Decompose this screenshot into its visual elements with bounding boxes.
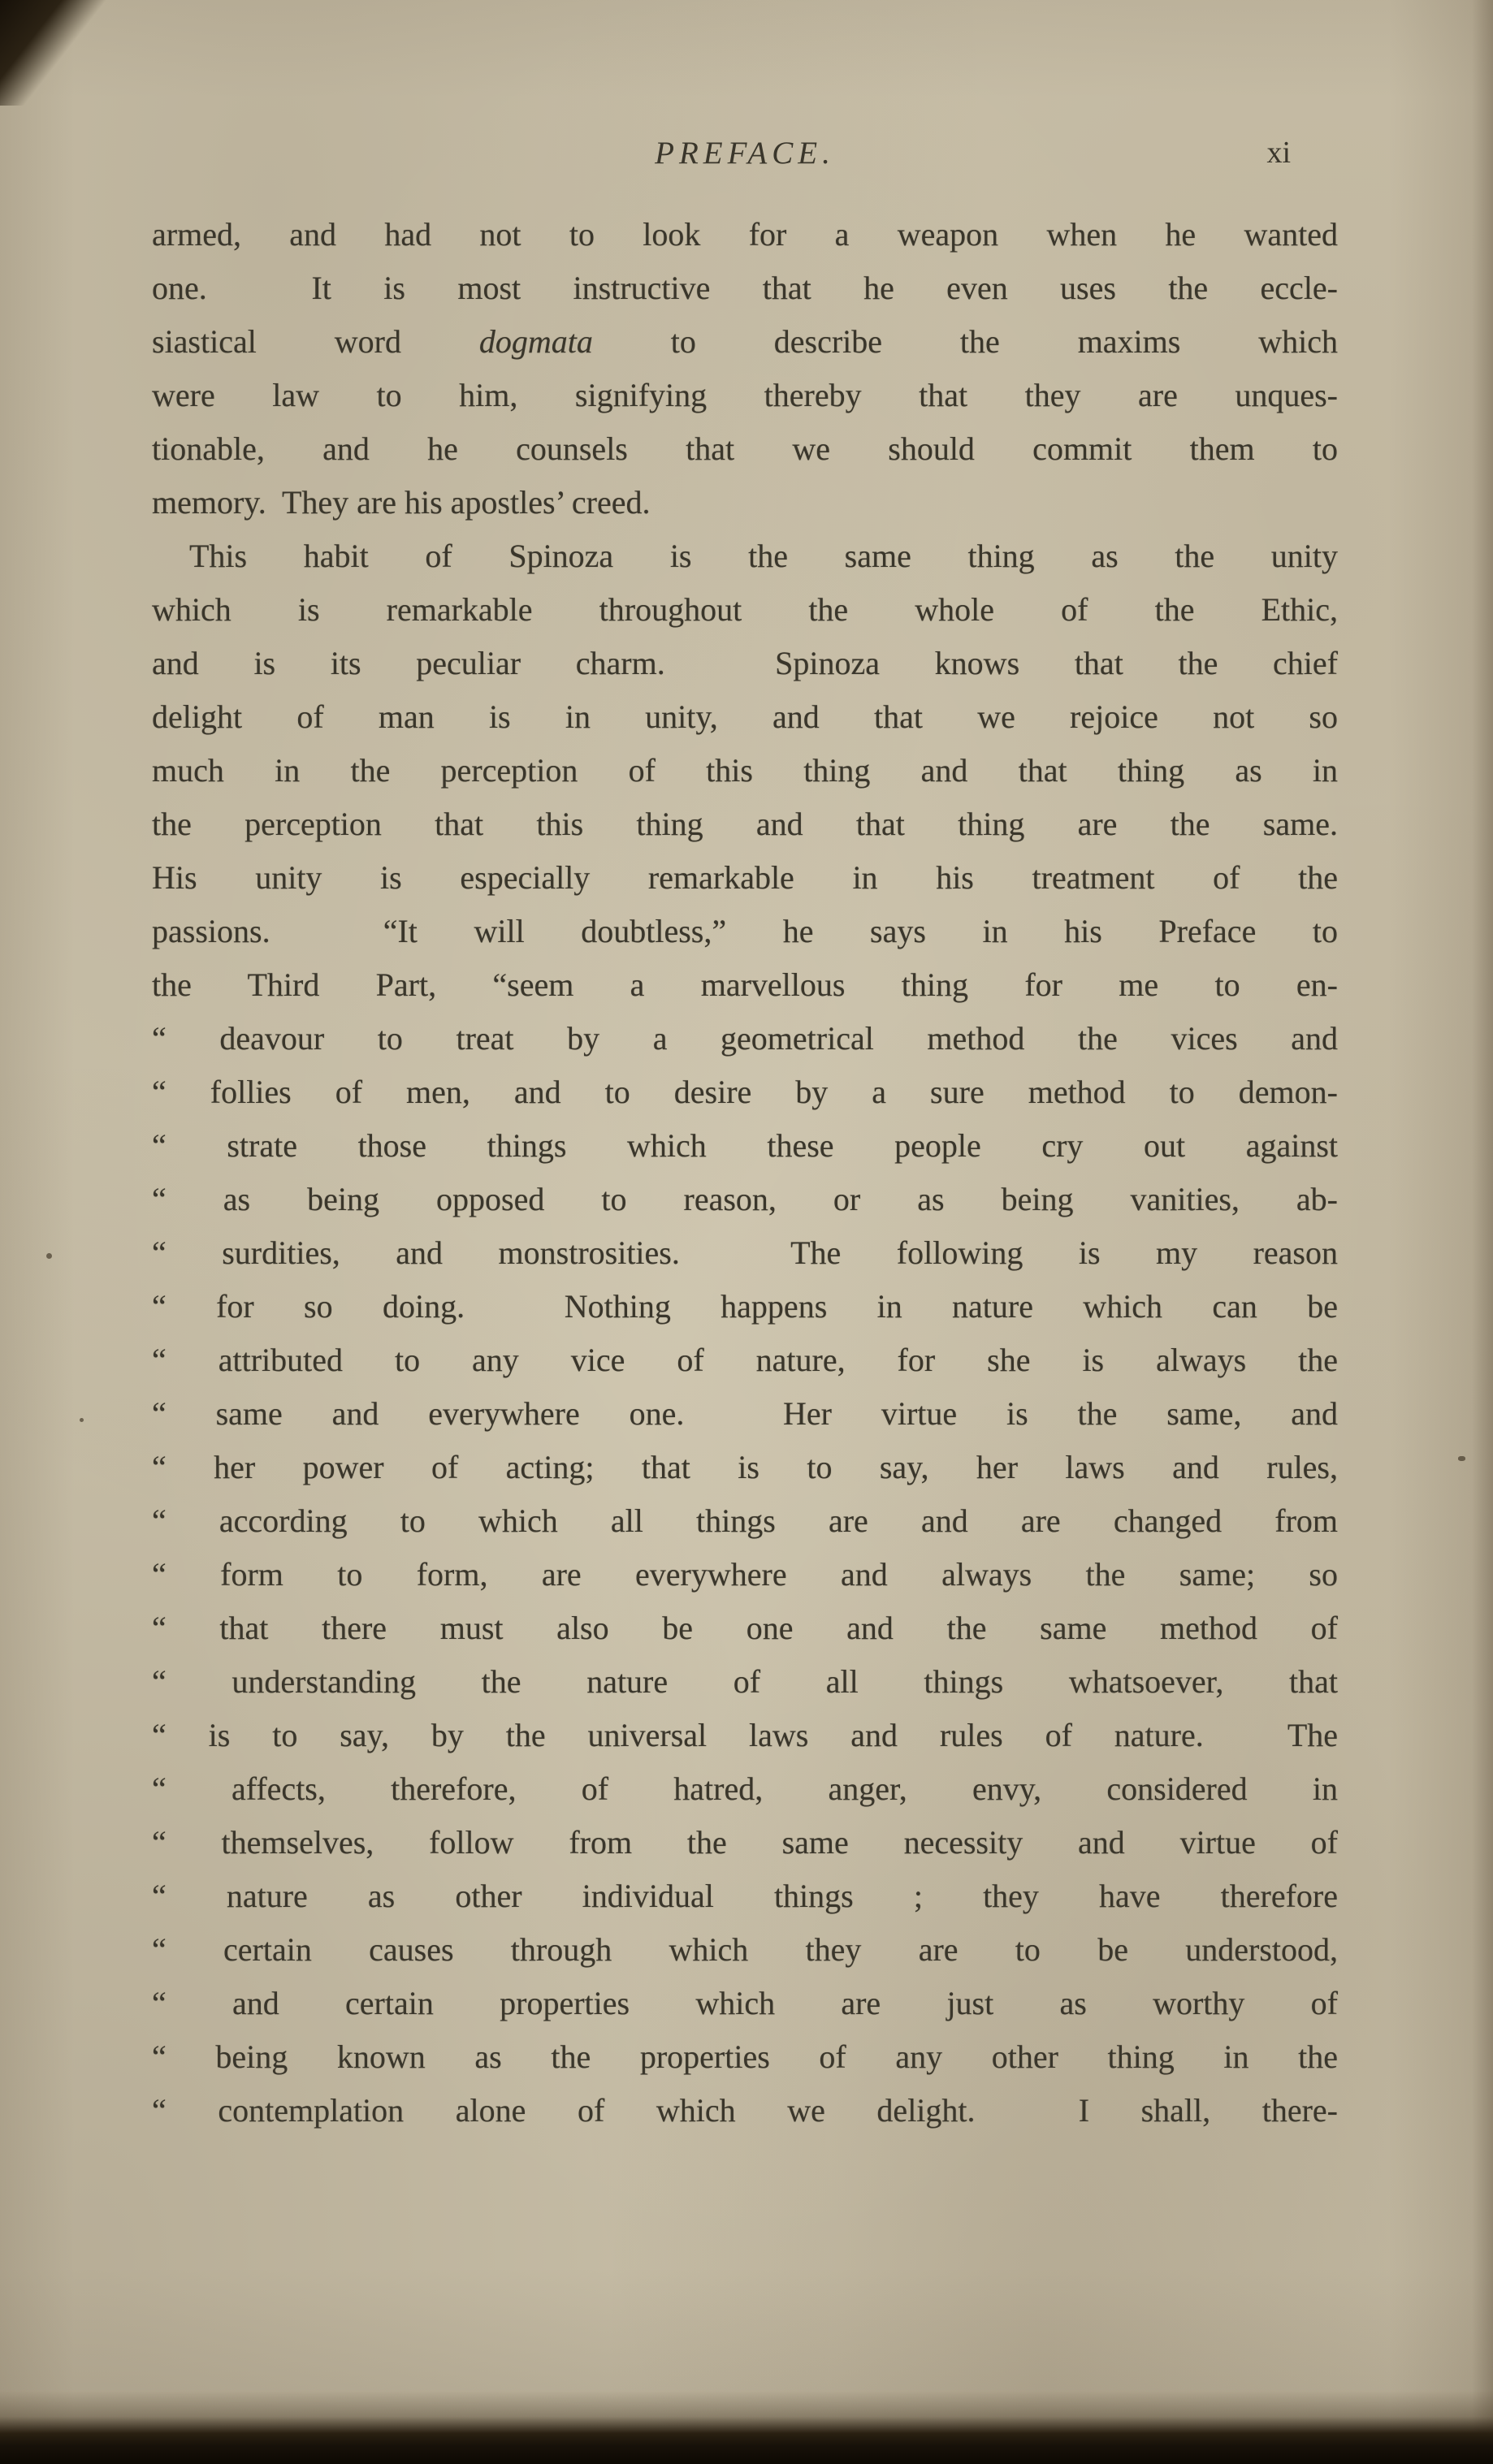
paper-speck bbox=[1458, 1456, 1465, 1461]
text-line: and is its peculiar charm. Spinoza knows that the chief bbox=[152, 645, 1338, 681]
paper-speck bbox=[80, 1418, 84, 1422]
body-text bbox=[152, 208, 1338, 2138]
text-line: “ surdities, and monstrosities. The following is my reason bbox=[152, 1234, 1338, 1271]
scan-corner-shadow bbox=[0, 0, 154, 106]
page-title: PREFACE. bbox=[655, 136, 835, 171]
text-line: siastical word dogmata to describe the maxims which bbox=[152, 323, 1339, 360]
page-number: xi bbox=[1266, 136, 1291, 170]
text-line: tionable, and he counsels that we should commit them to bbox=[152, 430, 1338, 467]
text-line: “ certain causes through which they are to be understood, bbox=[152, 1931, 1338, 1968]
text-line: “ strate those things which these people cry out against bbox=[152, 1127, 1338, 1164]
text-line: This habit of Spinoza is the same thing as the unity bbox=[189, 538, 1338, 574]
paper-speck bbox=[46, 1253, 52, 1259]
text-line: “ and certain properties which are just as worthy of bbox=[152, 1985, 1338, 2021]
text-line: “ deavour to treat by a geometrical method the vices and bbox=[152, 1020, 1338, 1057]
text-line: “ affects, therefore, of hatred, anger, envy, considered in bbox=[152, 1770, 1338, 1807]
text-line: much in the perception of this thing and that thing as in bbox=[152, 752, 1338, 789]
text-line: “ that there must also be one and the same method of bbox=[152, 1610, 1338, 1646]
text-line: “ being known as the properties of any other thing in the bbox=[152, 2038, 1338, 2075]
text-line: His unity is especially remarkable in his treatment of the bbox=[152, 859, 1338, 896]
text-line: “ as being opposed to reason, or as being vanities, ab- bbox=[152, 1181, 1338, 1217]
text-line: “ same and everywhere one. Her virtue is the same, and bbox=[152, 1395, 1338, 1432]
scan-right-edge-shadow bbox=[1472, 0, 1493, 2464]
text-line: “ themselves, follow from the same necessity and virtue of bbox=[152, 1824, 1338, 1861]
text-line: “ follies of men, and to desire by a sure method to demon- bbox=[152, 1074, 1338, 1110]
text-line: “ nature as other individual things ; they have therefore bbox=[152, 1878, 1338, 1914]
text-line: “ understanding the nature of all things whatsoever, that bbox=[152, 1663, 1338, 1700]
text-line: the Third Part, “seem a marvellous thing for me to en- bbox=[152, 966, 1338, 1003]
page-header bbox=[152, 135, 1338, 184]
text-line: were law to him, signifying thereby that they are unques- bbox=[152, 377, 1338, 413]
paragraph bbox=[152, 208, 1338, 530]
scan-bottom-edge bbox=[0, 2391, 1493, 2464]
text-line: one. It is most instructive that he even uses the eccle- bbox=[152, 270, 1338, 306]
text-line: which is remarkable throughout the whole of the Ethic, bbox=[152, 591, 1338, 628]
text-line: delight of man is in unity, and that we rejoice not so bbox=[152, 698, 1338, 735]
text-line: memory. They are his apostles’ creed. bbox=[152, 484, 651, 521]
text-line: armed, and had not to look for a weapon when he wanted bbox=[152, 216, 1338, 253]
text-line: passions. “It will doubtless,” he says in his Preface to bbox=[152, 913, 1338, 949]
text-line: “ her power of acting; that is to say, her laws and rules, bbox=[152, 1449, 1338, 1485]
text-line: the perception that this thing and that thing are the same. bbox=[152, 806, 1338, 842]
text-line: “ is to say, by the universal laws and rules of nature. The bbox=[152, 1717, 1338, 1753]
text-line: “ attributed to any vice of nature, for she is always the bbox=[152, 1342, 1338, 1378]
text-line: “ contemplation alone of which we delight. I shall, there- bbox=[152, 2092, 1338, 2129]
text-line: “ according to which all things are and are changed from bbox=[152, 1502, 1338, 1539]
text-line: “ form to form, are everywhere and always the same; so bbox=[152, 1556, 1338, 1593]
paragraph bbox=[152, 530, 1338, 2138]
text-line: “ for so doing. Nothing happens in nature which can be bbox=[152, 1288, 1338, 1325]
